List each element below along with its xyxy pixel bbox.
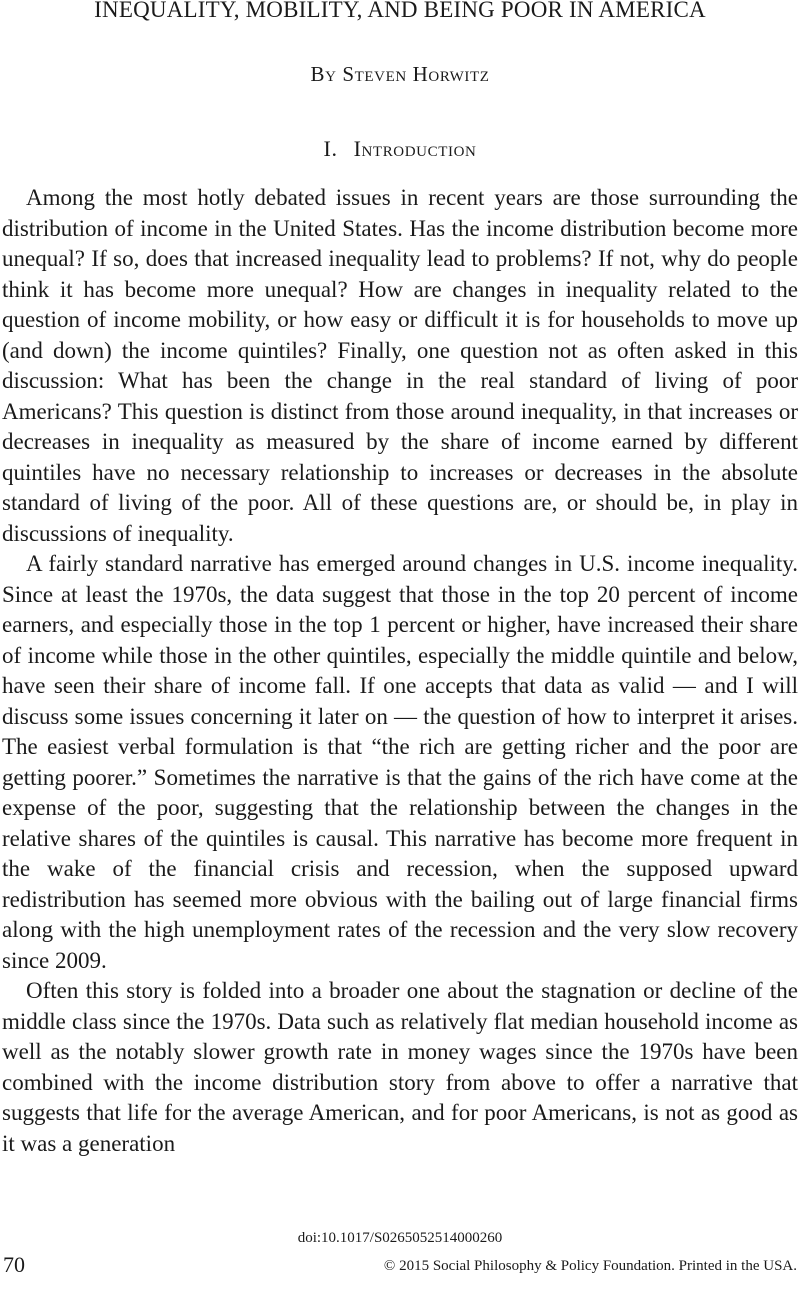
- section-title: Introduction: [353, 136, 477, 161]
- doi-link[interactable]: doi:10.1017/S0265052514000260: [297, 1230, 503, 1246]
- article-title: INEQUALITY, MOBILITY, AND BEING POOR IN AMERICA: [94, 0, 706, 22]
- section-heading: [0, 136, 800, 162]
- body-text: [2, 183, 798, 1159]
- section-number: I.: [323, 136, 338, 161]
- page-number: 70: [3, 1252, 25, 1277]
- paragraph: A fairly standard narrative has emerged around changes in U.S. income inequality. Since at least the 1970s, the data suggest that those in the top 20 percent of income earners, and especially those in the top 1 percent or higher, have increased their share of income while those in the other quintiles, especially the middle quintile and below, have seen their share of income fall. If one accepts that data as valid — and I will discuss some issues concerning it later on — the question of how to interpret it arises. The easiest verbal formulation is that “the rich are getting richer and the poor are getting poorer.” Sometimes the narrative is that the gains of the rich have come at the expense of the poor, suggesting that the relationship between the changes in the relative shares of the quintiles is causal. This narrative has become more frequent in the wake of the financial crisis and recession, when the supposed upward redistribution has seemed more obvious with the bailing out of large financial firms along with the high unemployment rates of the recession and the very slow recovery since 2009.: [2, 551, 798, 973]
- paragraph: Often this story is folded into a broader one about the stagnation or decline of the middle class since the 1970s. Data such as relatively flat median household income as well as the notably slower growth rate in money wages since the 1970s have been combined with the income distribution story from above to offer a narrative that suggests that life for the average American, and for poor Americans, is not as good as it was a generation: [2, 978, 798, 1156]
- copyright-notice: © 2015 Social Philosophy & Policy Foundation. Printed in the USA.: [383, 1258, 797, 1274]
- paragraph: Among the most hotly debated issues in recent years are those surrounding the distribution of income in the United States. Has the income distribution become more unequal? If so, does that increased inequality lead to problems? If not, why do people think it has become more unequal? How are changes in inequality related to the question of income mobility, or how easy or difficult it is for households to move up (and down) the income quintiles? Finally, one question not as often asked in this discussion: What has been the change in the real standard of living of poor Americans? This question is distinct from those around inequality, in that increases or decreases in inequality as measured by the share of income earned by different quintiles have no necessary relationship to increases or decreases in the absolute standard of living of the poor. All of these questions are, or should be, in play in discussions of inequality.: [2, 185, 798, 546]
- author-byline: By Steven Horwitz: [310, 62, 490, 86]
- page-footer: [0, 1228, 800, 1294]
